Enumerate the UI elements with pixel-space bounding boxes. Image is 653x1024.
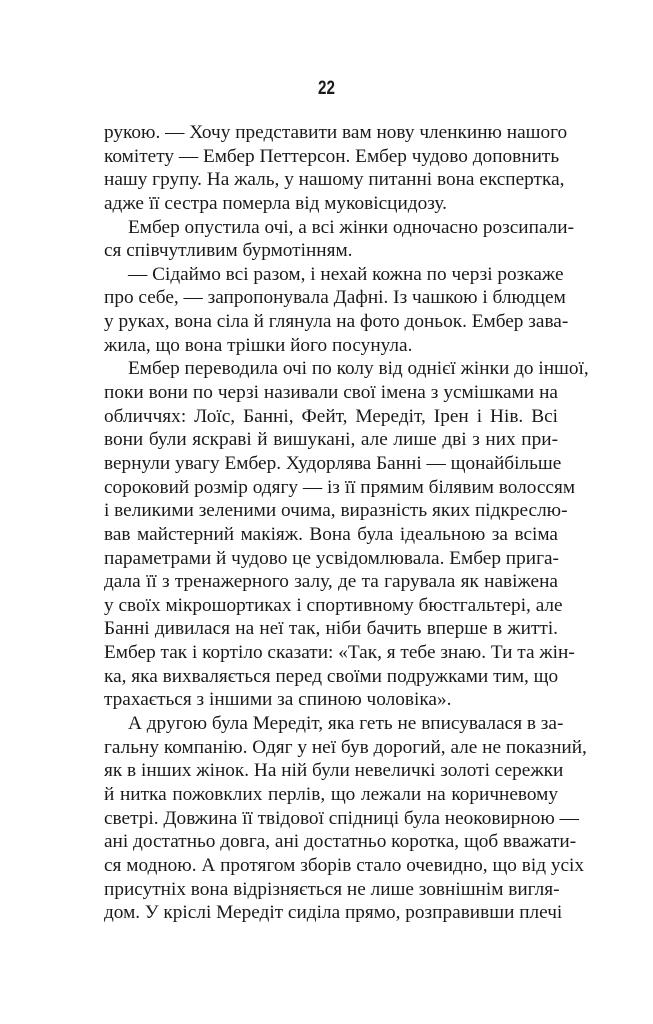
text-line: параметрами й чудово це усвідомлювала. Ембер прига- (104, 547, 559, 569)
text-line: Ембер так і кортіло сказати: «Так, я тебе знаю. Ти та жін- (104, 642, 575, 664)
text-line: поки вони по черзі називали свої імена з усмішками на (104, 382, 558, 404)
text-line: сороковий розмір одягу — із її прямим білявим волоссям (104, 476, 576, 498)
text-line: трахається з іншими за спиною чоловіка». (104, 689, 452, 711)
text-line: вав майстерний макіяж. Вона була ідеальною за всіма (104, 523, 558, 545)
page-number: 22 (318, 78, 335, 99)
text-line: адже її сестра померла від муковісцидозу. (104, 192, 447, 214)
text-line: й нитка пожовклих перлів, що лежали на коричневому (104, 783, 558, 805)
text-line: вони були яскраві й вишукані, але лише дві з них при- (104, 429, 558, 451)
text-line: присутніх вона відрізняється не лише зовнішнім вигля- (104, 878, 560, 900)
paragraph (104, 121, 568, 216)
text-line: у своїх мікрошортиках і спортивному бюстгальтері, але (104, 594, 563, 616)
text-line: ся модною. А протягом зборів стало очевидно, що від усіх (104, 854, 585, 876)
text-line: і великими зеленими очима, виразність яких підкреслю- (104, 500, 568, 522)
text-line: светрі. Довжина її твідової спідниці була неоковирною — (104, 807, 579, 829)
text-line: А другою була Мередіт, яка геть не вписувалася в за- (128, 713, 564, 735)
text-line: обличчях: Лоїс, Банні, Фейт, Мередіт, Ірен і Нів. Всі (104, 405, 558, 427)
text-line: Ембер опустила очі, а всі жінки одночасно розсипали- (128, 216, 575, 238)
text-line: жила, що вона трішки його посунула. (104, 334, 413, 356)
text-line: — Сідаймо всі разом, і нехай кожна по черзі розкаже (128, 263, 564, 285)
text-line: ані достатньо довга, ані достатньо коротка, щоб вважати- (104, 831, 577, 853)
body-text (104, 121, 589, 925)
text-line: ка, яка вихваляється перед своїми подружками тим, що (104, 665, 559, 687)
text-line: дала її з тренажерного залу, де та гарувала як навіжена (104, 571, 558, 593)
text-line: комітету — Ембер Петтерсон. Ембер чудово доповнить (104, 145, 560, 167)
text-line: Банні дивилася на неї так, ніби бачить вперше в житті. (104, 618, 558, 640)
paragraph (104, 216, 575, 263)
text-line: вернули увагу Ембер. Худорлява Банні — щонайбільше (104, 452, 562, 474)
text-line: Ембер переводила очі по колу від однієї жінки до іншої, (128, 358, 589, 380)
paragraph (104, 712, 587, 925)
paragraph (104, 263, 569, 358)
text-line: рукою. — Хочу представити вам нову членкиню нашого (104, 122, 568, 143)
text-line: у руках, вона сіла й глянула на фото доньок. Ембер зава- (104, 311, 569, 333)
text-line: гальну компанію. Одяг у неї був дорогий, але не показний, (104, 736, 587, 758)
text-line: ся співчутливим бурмотінням. (104, 240, 353, 262)
text-line: як в інших жінок. На ній були невеличкі золоті сережки (104, 760, 564, 782)
paragraph (104, 357, 589, 712)
text-line: нашу групу. На жаль, у нашому питанні вона експертка, (104, 169, 565, 191)
text-line: дом. У кріслі Мередіт сиділа прямо, розправивши плечі (104, 902, 563, 924)
text-line: про себе, — запропонувала Дафні. Із чашкою і блюдцем (104, 287, 566, 309)
